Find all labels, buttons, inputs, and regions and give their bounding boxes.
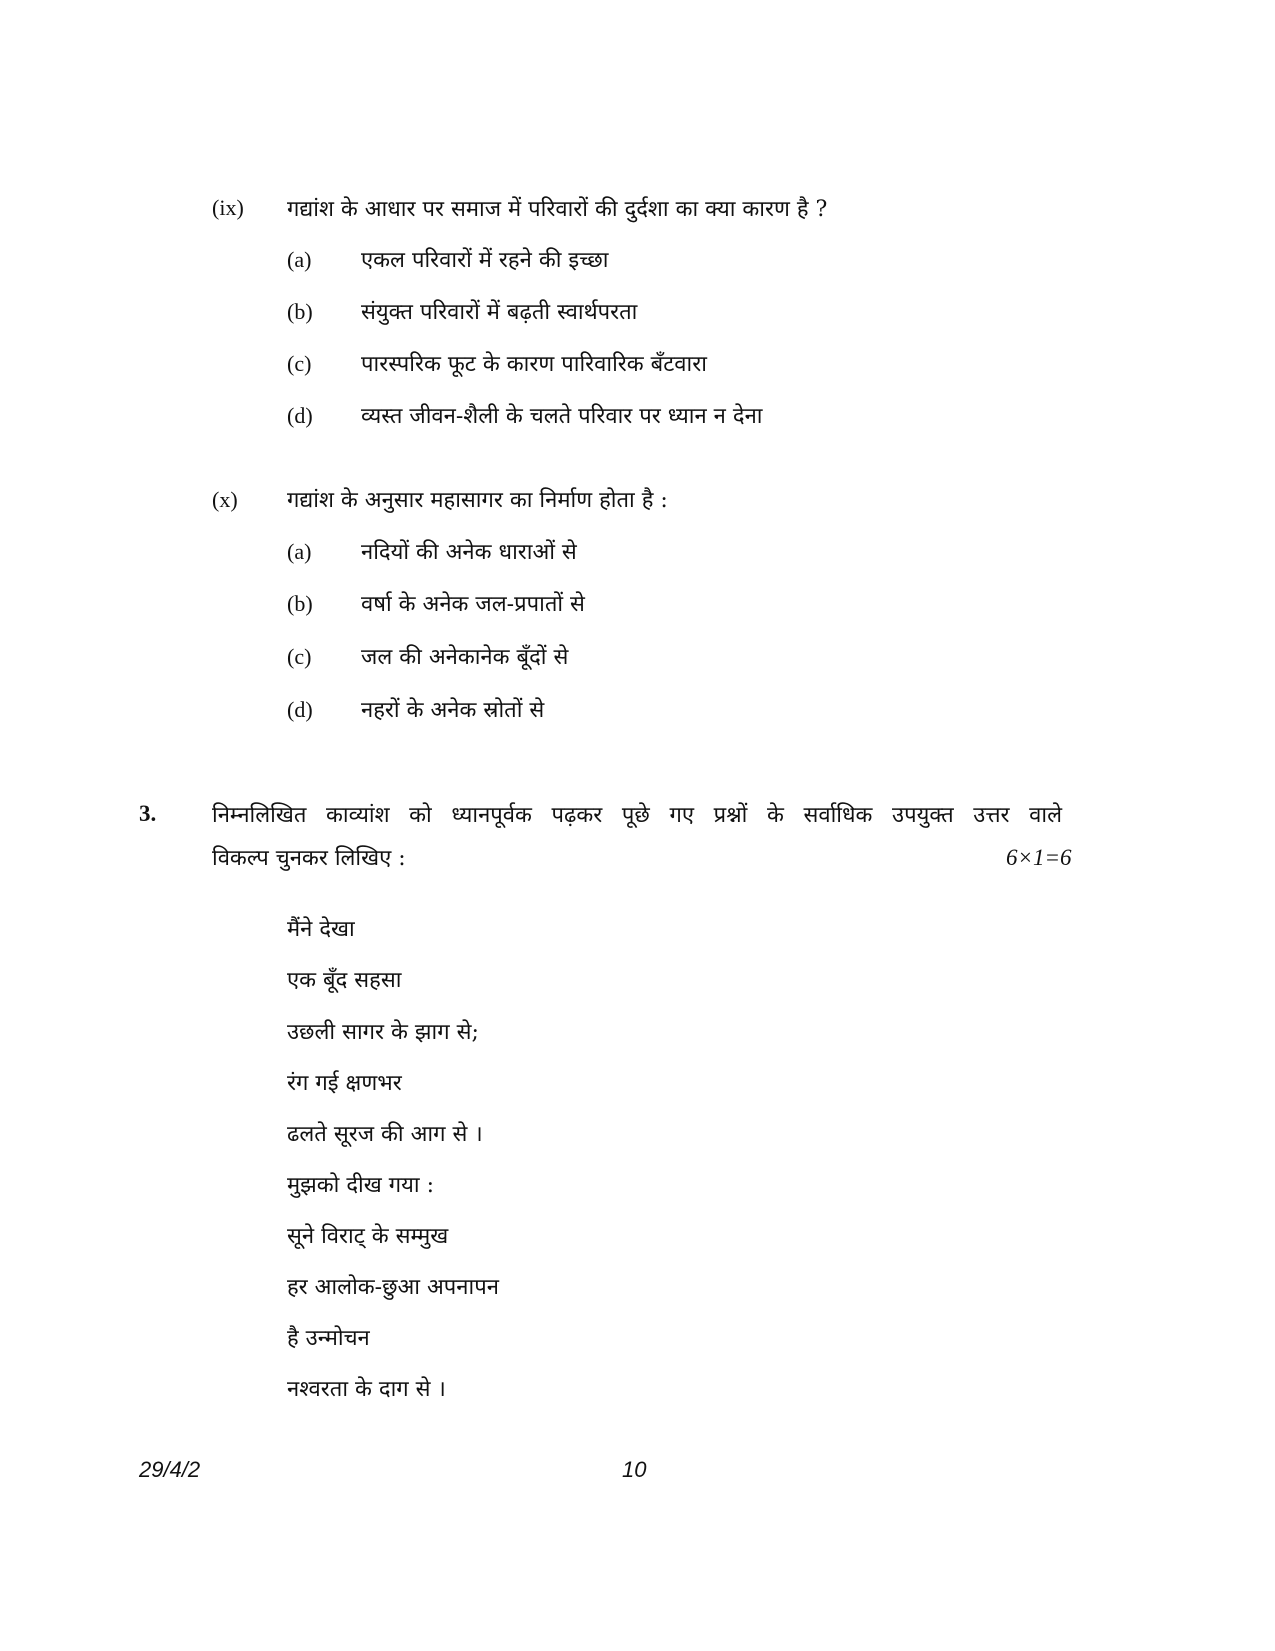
- question-3-text-line1: निम्नलिखित काव्यांश को ध्यानपूर्वक पढ़कर पूछे गए प्रश्नों के सर्वाधिक उपयुक्त उत्तर वाले: [212, 803, 1062, 828]
- option-x-a-label: (a): [287, 539, 312, 564]
- option-ix-d-label: (d): [287, 403, 313, 428]
- poem-line: हर आलोक-छुआ अपनापन: [287, 1275, 499, 1300]
- option-ix-a-label: (a): [287, 247, 312, 272]
- poem-line: मुझको दीख गया :: [287, 1173, 434, 1198]
- question-x-text: गद्यांश के अनुसार महासागर का निर्माण होता है :: [287, 488, 668, 513]
- question-3-number: 3.: [139, 801, 157, 826]
- question-ix-label: (ix): [212, 195, 244, 220]
- footer-paper-code: 29/4/2: [139, 1457, 201, 1482]
- poem-line: उछली सागर के झाग से;: [287, 1020, 479, 1045]
- option-ix-a-text: एकल परिवारों में रहने की इच्छा: [361, 248, 609, 273]
- option-x-b-text: वर्षा के अनेक जल-प्रपातों से: [361, 592, 585, 617]
- option-ix-c-text: पारस्परिक फूट के कारण पारिवारिक बँटवारा: [361, 352, 707, 377]
- poem-line: ढलते सूरज की आग से ।: [287, 1122, 483, 1147]
- footer-page-number: 10: [622, 1457, 647, 1482]
- option-x-a-text: नदियों की अनेक धाराओं से: [361, 540, 577, 565]
- option-ix-b-text: संयुक्त परिवारों में बढ़ती स्वार्थपरता: [361, 300, 638, 325]
- poem-line: है उन्मोचन: [287, 1326, 370, 1351]
- question-3-marks: 6×1=6: [1006, 845, 1072, 870]
- option-x-d-text: नहरों के अनेक स्रोतों से: [361, 698, 545, 723]
- poem-line: मैंने देखा: [287, 917, 355, 942]
- option-x-c-label: (c): [287, 644, 312, 669]
- option-x-b-label: (b): [287, 591, 313, 616]
- question-x-label: (x): [212, 487, 238, 512]
- option-ix-c-label: (c): [287, 351, 312, 376]
- question-ix-text: गद्यांश के आधार पर समाज में परिवारों की दुर्दशा का क्या कारण है ?: [287, 197, 828, 222]
- poem-line: नश्वरता के दाग से ।: [287, 1377, 446, 1402]
- poem-line: रंग गई क्षणभर: [287, 1071, 402, 1096]
- question-3-text-line2: विकल्प चुनकर लिखिए :: [212, 846, 406, 871]
- option-ix-b-label: (b): [287, 299, 313, 324]
- poem-line: सूने विराट् के सम्मुख: [287, 1224, 449, 1249]
- poem-line: एक बूँद सहसा: [287, 968, 402, 993]
- option-ix-d-text: व्यस्त जीवन-शैली के चलते परिवार पर ध्यान न देना: [361, 404, 763, 429]
- option-x-c-text: जल की अनेकानेक बूँदों से: [361, 645, 569, 670]
- option-x-d-label: (d): [287, 697, 313, 722]
